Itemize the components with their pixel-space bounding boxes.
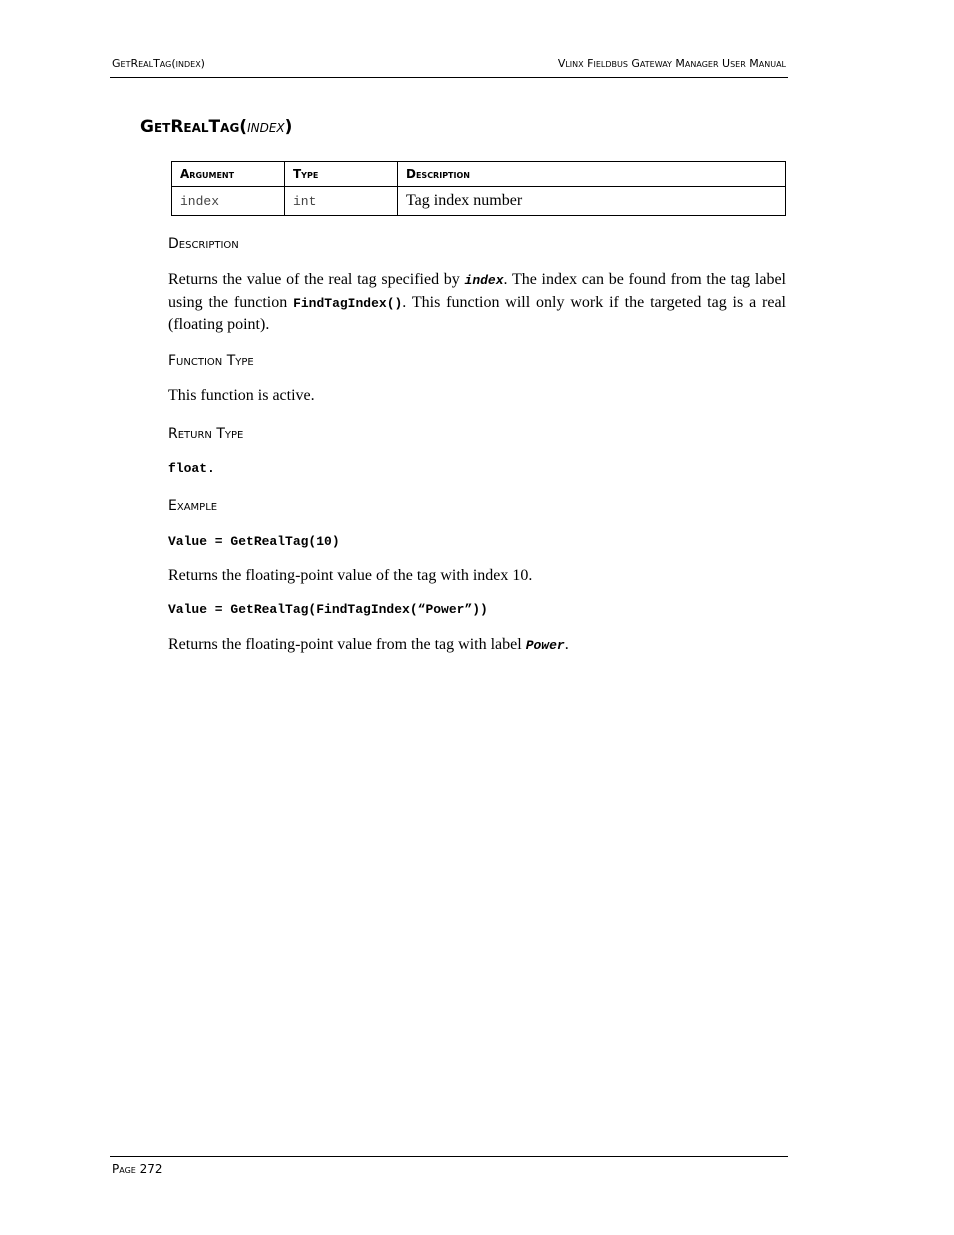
section-heading-function-type: Function Type (168, 353, 254, 369)
inline-code-findtagindex: FindTagIndex() (293, 295, 403, 311)
section-heading-return-type: Return Type (168, 426, 244, 442)
argument-table-header-row (172, 162, 786, 187)
footer-rule (110, 1156, 788, 1157)
page-number: Page 272 (112, 1162, 163, 1176)
example-text-1: Returns the floating-point value of the tag with index 10. (168, 567, 533, 584)
page-title (140, 117, 292, 137)
title-argument: index (247, 117, 285, 137)
function-type-text: This function is active. (168, 387, 315, 404)
cell-argument: index (172, 187, 285, 216)
argument-table (171, 161, 786, 216)
title-function-name: GetRealTag( (140, 117, 248, 137)
running-header-right: Vlinx Fieldbus Gateway Manager User Manual (557, 57, 786, 70)
header-description: Description (398, 162, 786, 187)
title-close-paren: ) (284, 117, 293, 137)
running-header-left: GetRealTag(index) (112, 57, 205, 70)
section-heading-example: Example (168, 498, 218, 514)
return-type-value: float. (168, 461, 215, 476)
cell-description: Tag index number (398, 187, 786, 216)
description-paragraph: Returns the value of the real tag specified by index. The index can be found from the tag label using the function FindTagIndex(). This function will only work if the targeted tag is a real (floating point). (168, 271, 786, 333)
example-text-2: Returns the floating-point value from the tag with label Power. (168, 636, 569, 653)
inline-code-index: index (464, 273, 504, 288)
header-rule (110, 77, 788, 78)
example-code-2: Value = GetRealTag(FindTagIndex(“Power”)) (168, 602, 488, 617)
inline-code-power: Power (525, 638, 565, 653)
cell-type: int (285, 187, 398, 216)
header-argument: Argument (172, 162, 285, 187)
section-heading-description: Description (168, 236, 239, 252)
example-code-1: Value = GetRealTag(10) (168, 534, 340, 549)
header-type: Type (285, 162, 398, 187)
table-row (172, 187, 786, 216)
